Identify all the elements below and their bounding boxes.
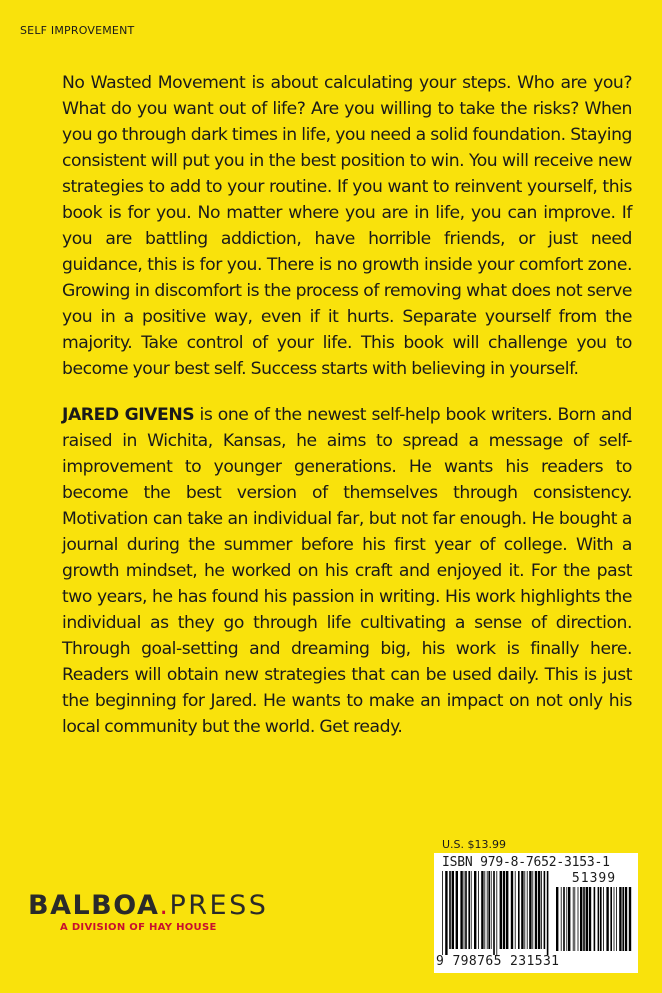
barcode-bar <box>603 887 604 951</box>
barcode-bar <box>474 871 476 949</box>
barcode-bar <box>573 887 574 951</box>
barcode-bar <box>518 871 520 949</box>
publisher-logo <box>28 890 268 921</box>
barcode-bar <box>521 871 523 949</box>
barcode-bar <box>547 871 549 955</box>
barcode-bar <box>503 871 505 949</box>
author-name: JARED GIVENS <box>62 405 195 425</box>
barcode-bar <box>629 887 631 951</box>
barcode-bar <box>527 871 528 949</box>
barcode-bar <box>511 871 513 949</box>
barcode-bar <box>614 887 615 951</box>
barcode-bar <box>610 887 612 951</box>
barcode-bar <box>594 887 596 951</box>
barcode-bar <box>606 887 608 951</box>
barcode-bar <box>488 871 490 949</box>
barcode-bar <box>619 887 621 951</box>
barcode-bar <box>568 887 570 951</box>
barcode-bar <box>468 871 470 949</box>
barcode-bar <box>589 887 591 951</box>
publisher-name-bold: BALBOA <box>28 890 160 921</box>
barcode-bar <box>478 871 479 949</box>
barcode-bar <box>598 887 600 951</box>
barcode-bar <box>464 871 465 949</box>
main-barcode-bars <box>442 871 550 955</box>
barcode-bar <box>580 887 582 951</box>
barcode-bar <box>544 871 546 949</box>
publisher-tagline: A DIVISION OF HAY HOUSE <box>60 922 217 933</box>
category-label: SELF IMPROVEMENT <box>20 24 135 37</box>
publisher-name-light: PRESS <box>169 890 269 921</box>
addon-digits: 51399 <box>571 871 617 886</box>
barcode-bar <box>532 871 533 949</box>
barcode-bar <box>529 871 531 949</box>
barcode-bar <box>465 871 467 949</box>
barcode-bar <box>449 871 451 949</box>
barcode-bar <box>535 871 537 949</box>
blurb-paragraph: No Wasted Movement is about calculating your steps. Who are you? What do you want out of life? Are you willing to take the risks? When you go through dark times in life, you need a solid foundation. Staying consistent will put you in the best position to win. You will receive new strategies to add to your routine. If you want to reinvent yourself, this book is for you. No matter where you are in life, you can improve. If you are battling addiction, have horrible friends, or just need guidance, this is for you. There is no growth inside your comfort zone. Growing in discomfort is the process of removing what does not serve you in a positive way, even if it hurts. Separate yourself from the majority. Take control of your life. This book will challenge you to become your best self. Success starts with believing in yourself. <box>62 73 632 379</box>
author-bio-paragraph <box>62 402 632 740</box>
barcode-bar <box>524 871 525 949</box>
barcode-bar <box>496 871 497 955</box>
barcode-bar <box>563 887 565 951</box>
barcode-bar <box>600 887 602 951</box>
barcode-bar <box>515 871 516 949</box>
barcode-bar <box>556 887 558 951</box>
barcode <box>434 853 638 973</box>
barcode-bar <box>442 871 443 955</box>
addon-barcode-bars <box>556 887 634 957</box>
barcode-bar <box>616 887 617 951</box>
barcode-bar <box>471 871 472 949</box>
barcode-bar <box>622 887 624 951</box>
barcode-bar <box>583 887 585 951</box>
isbn-label: ISBN 979-8-7652-3153-1 <box>442 855 610 870</box>
barcode-bar <box>491 871 492 949</box>
barcode-bar <box>487 871 488 949</box>
barcode-bar <box>538 871 540 949</box>
barcode-bar <box>500 871 502 949</box>
barcode-bar <box>452 871 454 949</box>
barcode-bar <box>541 871 542 949</box>
barcode-bar <box>460 871 462 949</box>
cover-text <box>62 70 632 740</box>
barcode-bar <box>625 887 627 951</box>
ean-digits: 9 798765 231531 <box>436 954 560 969</box>
barcode-bar <box>586 887 588 951</box>
barcode-bar <box>566 887 567 951</box>
barcode-bar <box>481 871 483 949</box>
barcode-bar <box>506 871 508 949</box>
price-label: U.S. $13.99 <box>442 838 507 851</box>
barcode-bar <box>456 871 458 949</box>
barcode-bar <box>578 887 579 951</box>
barcode-bar <box>445 871 447 955</box>
barcode-bar <box>484 871 485 949</box>
publisher-logo-dot: . <box>159 890 170 921</box>
barcode-bar <box>493 871 495 955</box>
author-bio-text: is one of the newest self-help book writers. Born and raised in Wichita, Kansas, he aims to spread a message of self-improvement to younger generations. He wants his readers to become the best version of themselves through consistency. Motivation can take an individual far, but not far enough. He bought a journal during the summer before his first year of college. With a growth mindset, he worked on his craft and enjoyed it. For the past two years, he has found his passion in writing. His work highlights the individual as they go through life cultivating a sense of direction. Through goal-setting and dreaming big, his work is finally here. Readers will obtain new strategies that can be used daily. This is just the beginning for Jared. He wants to make an impact on not only his local community but the world. Get ready. <box>62 405 632 737</box>
barcode-bar <box>561 887 562 951</box>
barcode-bar <box>574 887 575 951</box>
